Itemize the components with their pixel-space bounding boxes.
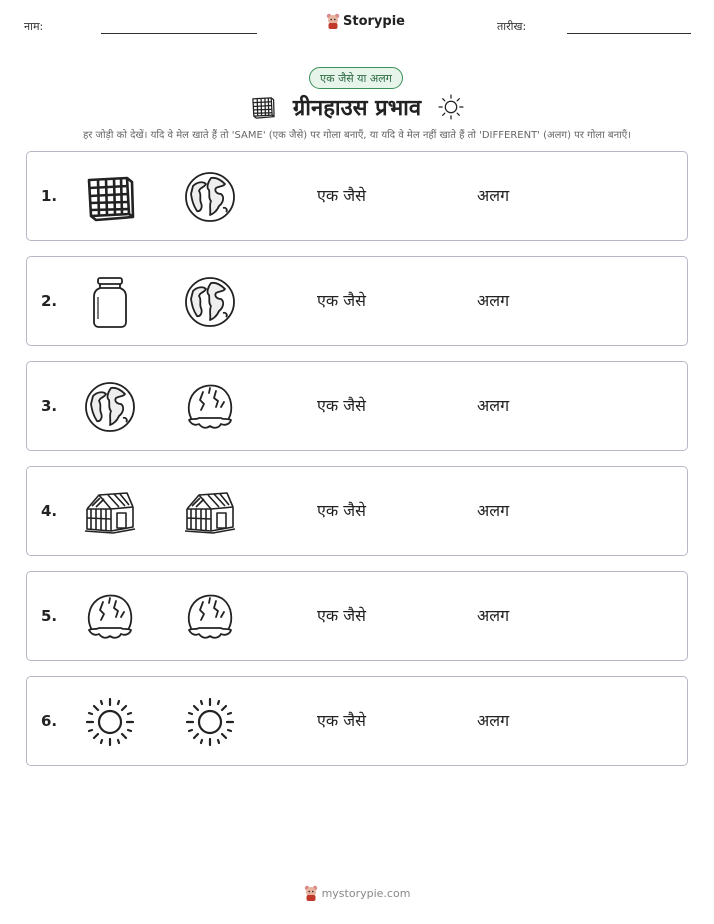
question-row-5 bbox=[26, 571, 688, 661]
worksheet-type-tag: एक जैसे या अलग bbox=[309, 67, 403, 89]
same-option[interactable]: एक जैसे bbox=[317, 501, 366, 520]
different-option[interactable]: अलग bbox=[477, 186, 510, 205]
footer-url[interactable]: mystorypie.com bbox=[321, 886, 411, 900]
question-number: 2. bbox=[41, 292, 58, 310]
footer bbox=[0, 885, 714, 901]
question-number: 5. bbox=[41, 607, 58, 625]
question-number: 3. bbox=[41, 397, 58, 415]
greenhouse-icon bbox=[183, 485, 237, 539]
sun-icon bbox=[83, 695, 137, 749]
name-label: नाम: bbox=[24, 20, 44, 33]
question-row-3 bbox=[26, 361, 688, 451]
worksheet-title: ग्रीनहाउस प्रभाव bbox=[292, 96, 422, 121]
different-option[interactable]: अलग bbox=[477, 291, 510, 310]
different-option[interactable]: अलग bbox=[477, 396, 510, 415]
bear-mascot-icon bbox=[326, 13, 340, 29]
question-number: 6. bbox=[41, 712, 58, 730]
melting-globe-icon bbox=[83, 590, 137, 644]
brand-name: Storypie bbox=[343, 13, 405, 29]
date-line[interactable] bbox=[567, 33, 691, 34]
same-option[interactable]: एक जैसे bbox=[317, 711, 366, 730]
sun-icon bbox=[437, 93, 465, 121]
same-option[interactable]: एक जैसे bbox=[317, 396, 366, 415]
different-option[interactable]: अलग bbox=[477, 711, 510, 730]
greenhouse-icon bbox=[83, 485, 137, 539]
question-row-6 bbox=[26, 676, 688, 766]
brand-logo bbox=[326, 13, 405, 29]
blanket-icon bbox=[83, 170, 137, 224]
earth-icon bbox=[83, 380, 137, 434]
jar-icon bbox=[83, 275, 137, 329]
instructions: हर जोड़ी को देखें। यदि वे मेल खाते हैं तो 'SAME' (एक जैसे) पर गोला बनाएँ, या यदि वे मेल नहीं खाते हैं तो 'DIFFERENT' (अलग) पर गोला बनाएँ। bbox=[82, 130, 632, 141]
earth-icon bbox=[183, 170, 237, 224]
question-number: 4. bbox=[41, 502, 58, 520]
melting-globe-icon bbox=[183, 380, 237, 434]
earth-icon bbox=[183, 275, 237, 329]
question-number: 1. bbox=[41, 187, 58, 205]
same-option[interactable]: एक जैसे bbox=[317, 606, 366, 625]
same-option[interactable]: एक जैसे bbox=[317, 291, 366, 310]
blanket-icon bbox=[249, 94, 277, 120]
different-option[interactable]: अलग bbox=[477, 606, 510, 625]
title-row bbox=[0, 90, 714, 124]
different-option[interactable]: अलग bbox=[477, 501, 510, 520]
question-row-2 bbox=[26, 256, 688, 346]
name-line[interactable] bbox=[101, 33, 257, 34]
melting-globe-icon bbox=[183, 590, 237, 644]
question-row-1 bbox=[26, 151, 688, 241]
question-row-4 bbox=[26, 466, 688, 556]
bear-mascot-icon bbox=[304, 885, 318, 901]
sun-icon bbox=[183, 695, 237, 749]
date-label: तारीख: bbox=[497, 20, 527, 33]
same-option[interactable]: एक जैसे bbox=[317, 186, 366, 205]
